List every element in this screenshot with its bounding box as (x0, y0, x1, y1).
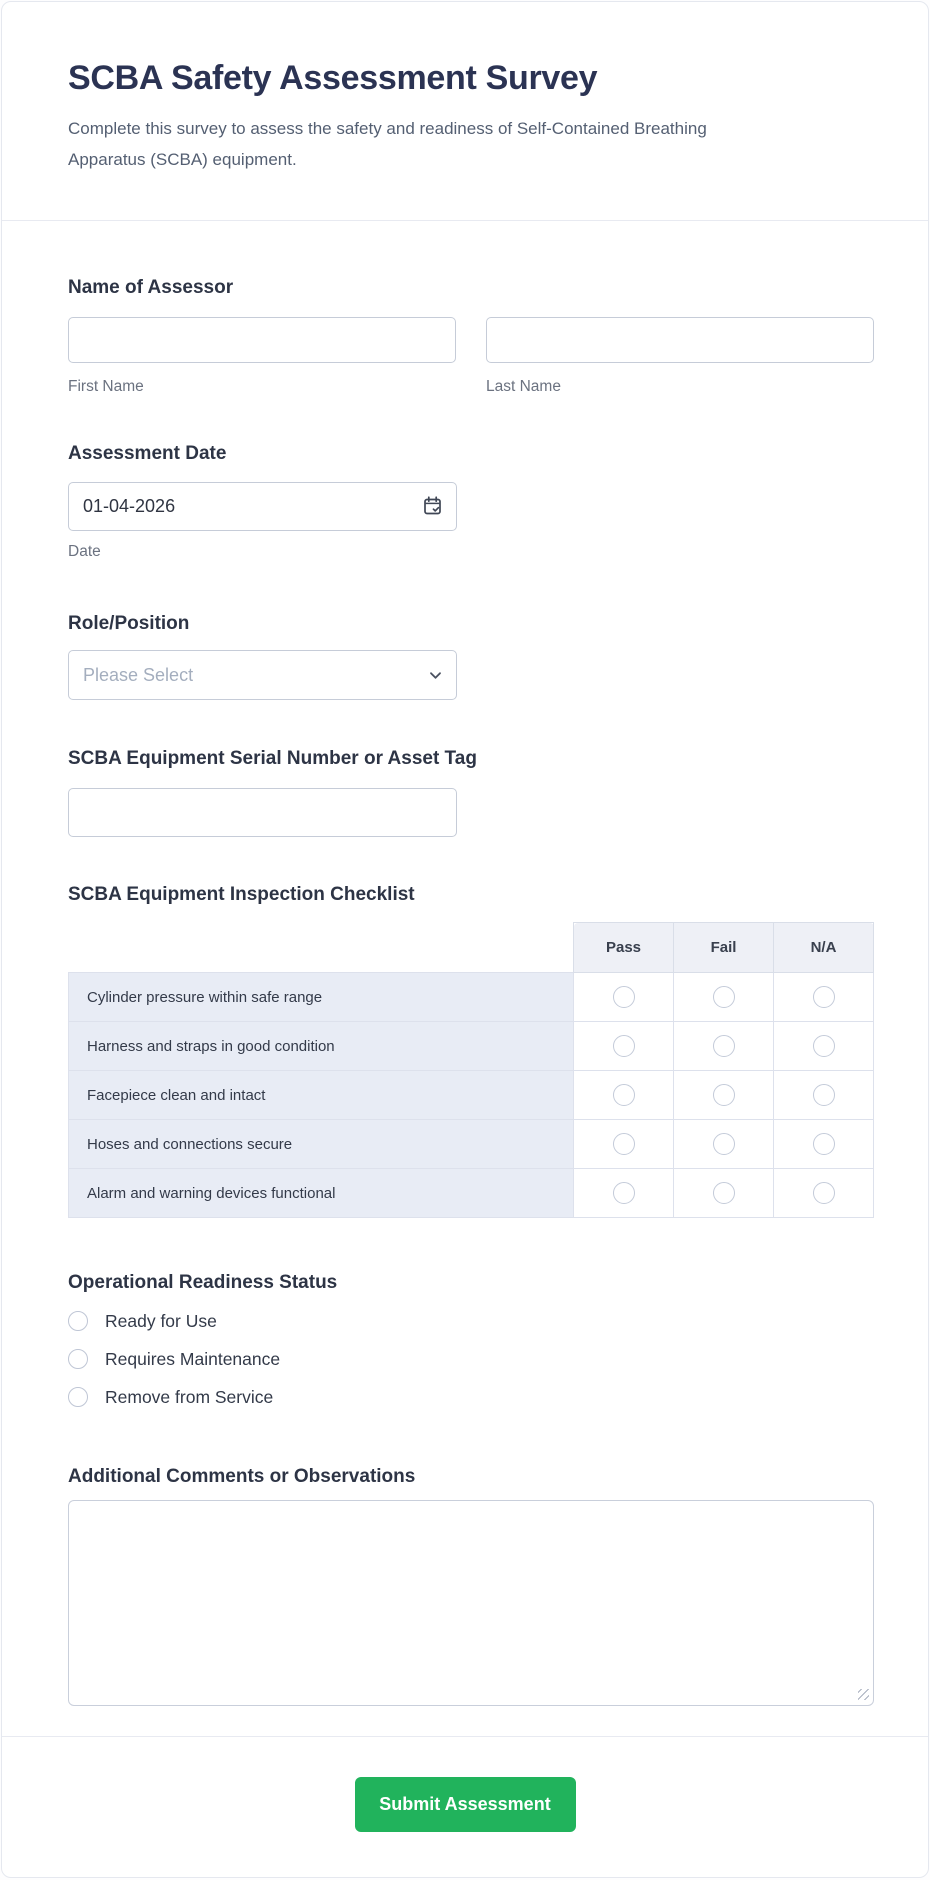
checklist-column-na: N/A (774, 923, 874, 973)
radio-na[interactable] (813, 986, 835, 1008)
checklist-cell (674, 1071, 774, 1120)
checklist-question: Alarm and warning devices functional (69, 1169, 574, 1218)
checklist-cell (574, 1071, 674, 1120)
table-row (69, 1022, 874, 1071)
radio-fail[interactable] (713, 986, 735, 1008)
checklist-question-label: SCBA Equipment Inspection Checklist (68, 884, 415, 905)
radio-remove-from-service[interactable] (68, 1387, 88, 1407)
name-question-label: Name of Assessor (68, 277, 234, 298)
form-header (2, 2, 928, 221)
checklist-cell (774, 1169, 874, 1218)
first-name-col (68, 317, 456, 363)
date-field-wrap (68, 482, 457, 531)
radio-pass[interactable] (613, 1084, 635, 1106)
radio-requires-maintenance[interactable] (68, 1349, 88, 1369)
last-name-field[interactable] (486, 317, 874, 363)
last-name-sublabel: Last Name (486, 378, 561, 395)
role-select[interactable] (68, 650, 457, 700)
date-sublabel: Date (68, 543, 101, 560)
date-field[interactable] (68, 482, 457, 531)
submit-assessment-button[interactable]: Submit Assessment (355, 1777, 576, 1832)
checklist-cell (574, 1022, 674, 1071)
role-select-placeholder: Please Select (83, 664, 194, 685)
comments-question-label: Additional Comments or Observations (68, 1466, 416, 1487)
radio-na[interactable] (813, 1182, 835, 1204)
first-name-sublabel: First Name (68, 378, 144, 395)
calendar-picker-button[interactable] (419, 494, 445, 520)
radio-fail[interactable] (713, 1035, 735, 1057)
chevron-down-icon (428, 668, 443, 688)
date-question-label: Assessment Date (68, 443, 227, 464)
option-label: Remove from Service (105, 1386, 274, 1407)
checklist-question: Cylinder pressure within safe range (69, 973, 574, 1022)
checklist-column-fail: Fail (674, 923, 774, 973)
checklist-question: Harness and straps in good condition (69, 1022, 574, 1071)
radio-pass[interactable] (613, 1182, 635, 1204)
checklist-header-blank (69, 923, 574, 973)
checklist-cell (774, 1120, 874, 1169)
form-footer (2, 1736, 928, 1877)
checklist-cell (774, 1071, 874, 1120)
readiness-question-label: Operational Readiness Status (68, 1272, 338, 1293)
checklist-cell (774, 973, 874, 1022)
readiness-option-list (68, 1306, 874, 1412)
serial-question-label: SCBA Equipment Serial Number or Asset Tag (68, 748, 477, 769)
table-row (69, 1169, 874, 1218)
checklist-cell (674, 1022, 774, 1071)
form-card (1, 1, 929, 1878)
name-inputs-row (68, 317, 874, 363)
checklist-question: Facepiece clean and intact (69, 1071, 574, 1120)
option-label: Ready for Use (105, 1310, 217, 1331)
page-description: Complete this survey to assess the safety and readiness of Self-Contained Breathing Apparatus (SCBA) equipment. (68, 119, 707, 169)
checklist-cell (674, 1169, 774, 1218)
readiness-option-maintenance[interactable] (68, 1344, 874, 1374)
radio-pass[interactable] (613, 986, 635, 1008)
name-sublabels-row (68, 379, 874, 394)
resize-handle[interactable] (858, 1689, 869, 1700)
comments-textarea[interactable] (68, 1500, 874, 1706)
checklist-cell (574, 973, 674, 1022)
checklist-header-row (69, 923, 874, 973)
radio-fail[interactable] (713, 1084, 735, 1106)
checklist-cell (674, 973, 774, 1022)
table-row (69, 973, 874, 1022)
serial-number-field[interactable] (68, 788, 457, 837)
table-row (69, 1071, 874, 1120)
role-question-label: Role/Position (68, 613, 190, 634)
radio-na[interactable] (813, 1035, 835, 1057)
checklist-cell (774, 1022, 874, 1071)
table-row (69, 1120, 874, 1169)
radio-fail[interactable] (713, 1182, 735, 1204)
checklist-column-pass: Pass (574, 923, 674, 973)
comments-wrap (68, 1500, 874, 1706)
radio-fail[interactable] (713, 1133, 735, 1155)
first-name-field[interactable] (68, 317, 456, 363)
readiness-option-remove[interactable] (68, 1382, 874, 1412)
form-body (2, 278, 928, 1706)
checklist-cell (574, 1169, 674, 1218)
checklist-cell (574, 1120, 674, 1169)
checklist-cell (674, 1120, 774, 1169)
readiness-option-ready[interactable] (68, 1306, 874, 1336)
checklist-question: Hoses and connections secure (69, 1120, 574, 1169)
radio-pass[interactable] (613, 1035, 635, 1057)
calendar-check-icon (422, 495, 443, 519)
radio-na[interactable] (813, 1084, 835, 1106)
radio-na[interactable] (813, 1133, 835, 1155)
checklist-table (68, 922, 874, 1218)
last-name-col (486, 317, 874, 363)
radio-pass[interactable] (613, 1133, 635, 1155)
page-title: SCBA Safety Assessment Survey (68, 59, 598, 97)
option-label: Requires Maintenance (105, 1348, 281, 1369)
radio-ready-for-use[interactable] (68, 1311, 88, 1331)
